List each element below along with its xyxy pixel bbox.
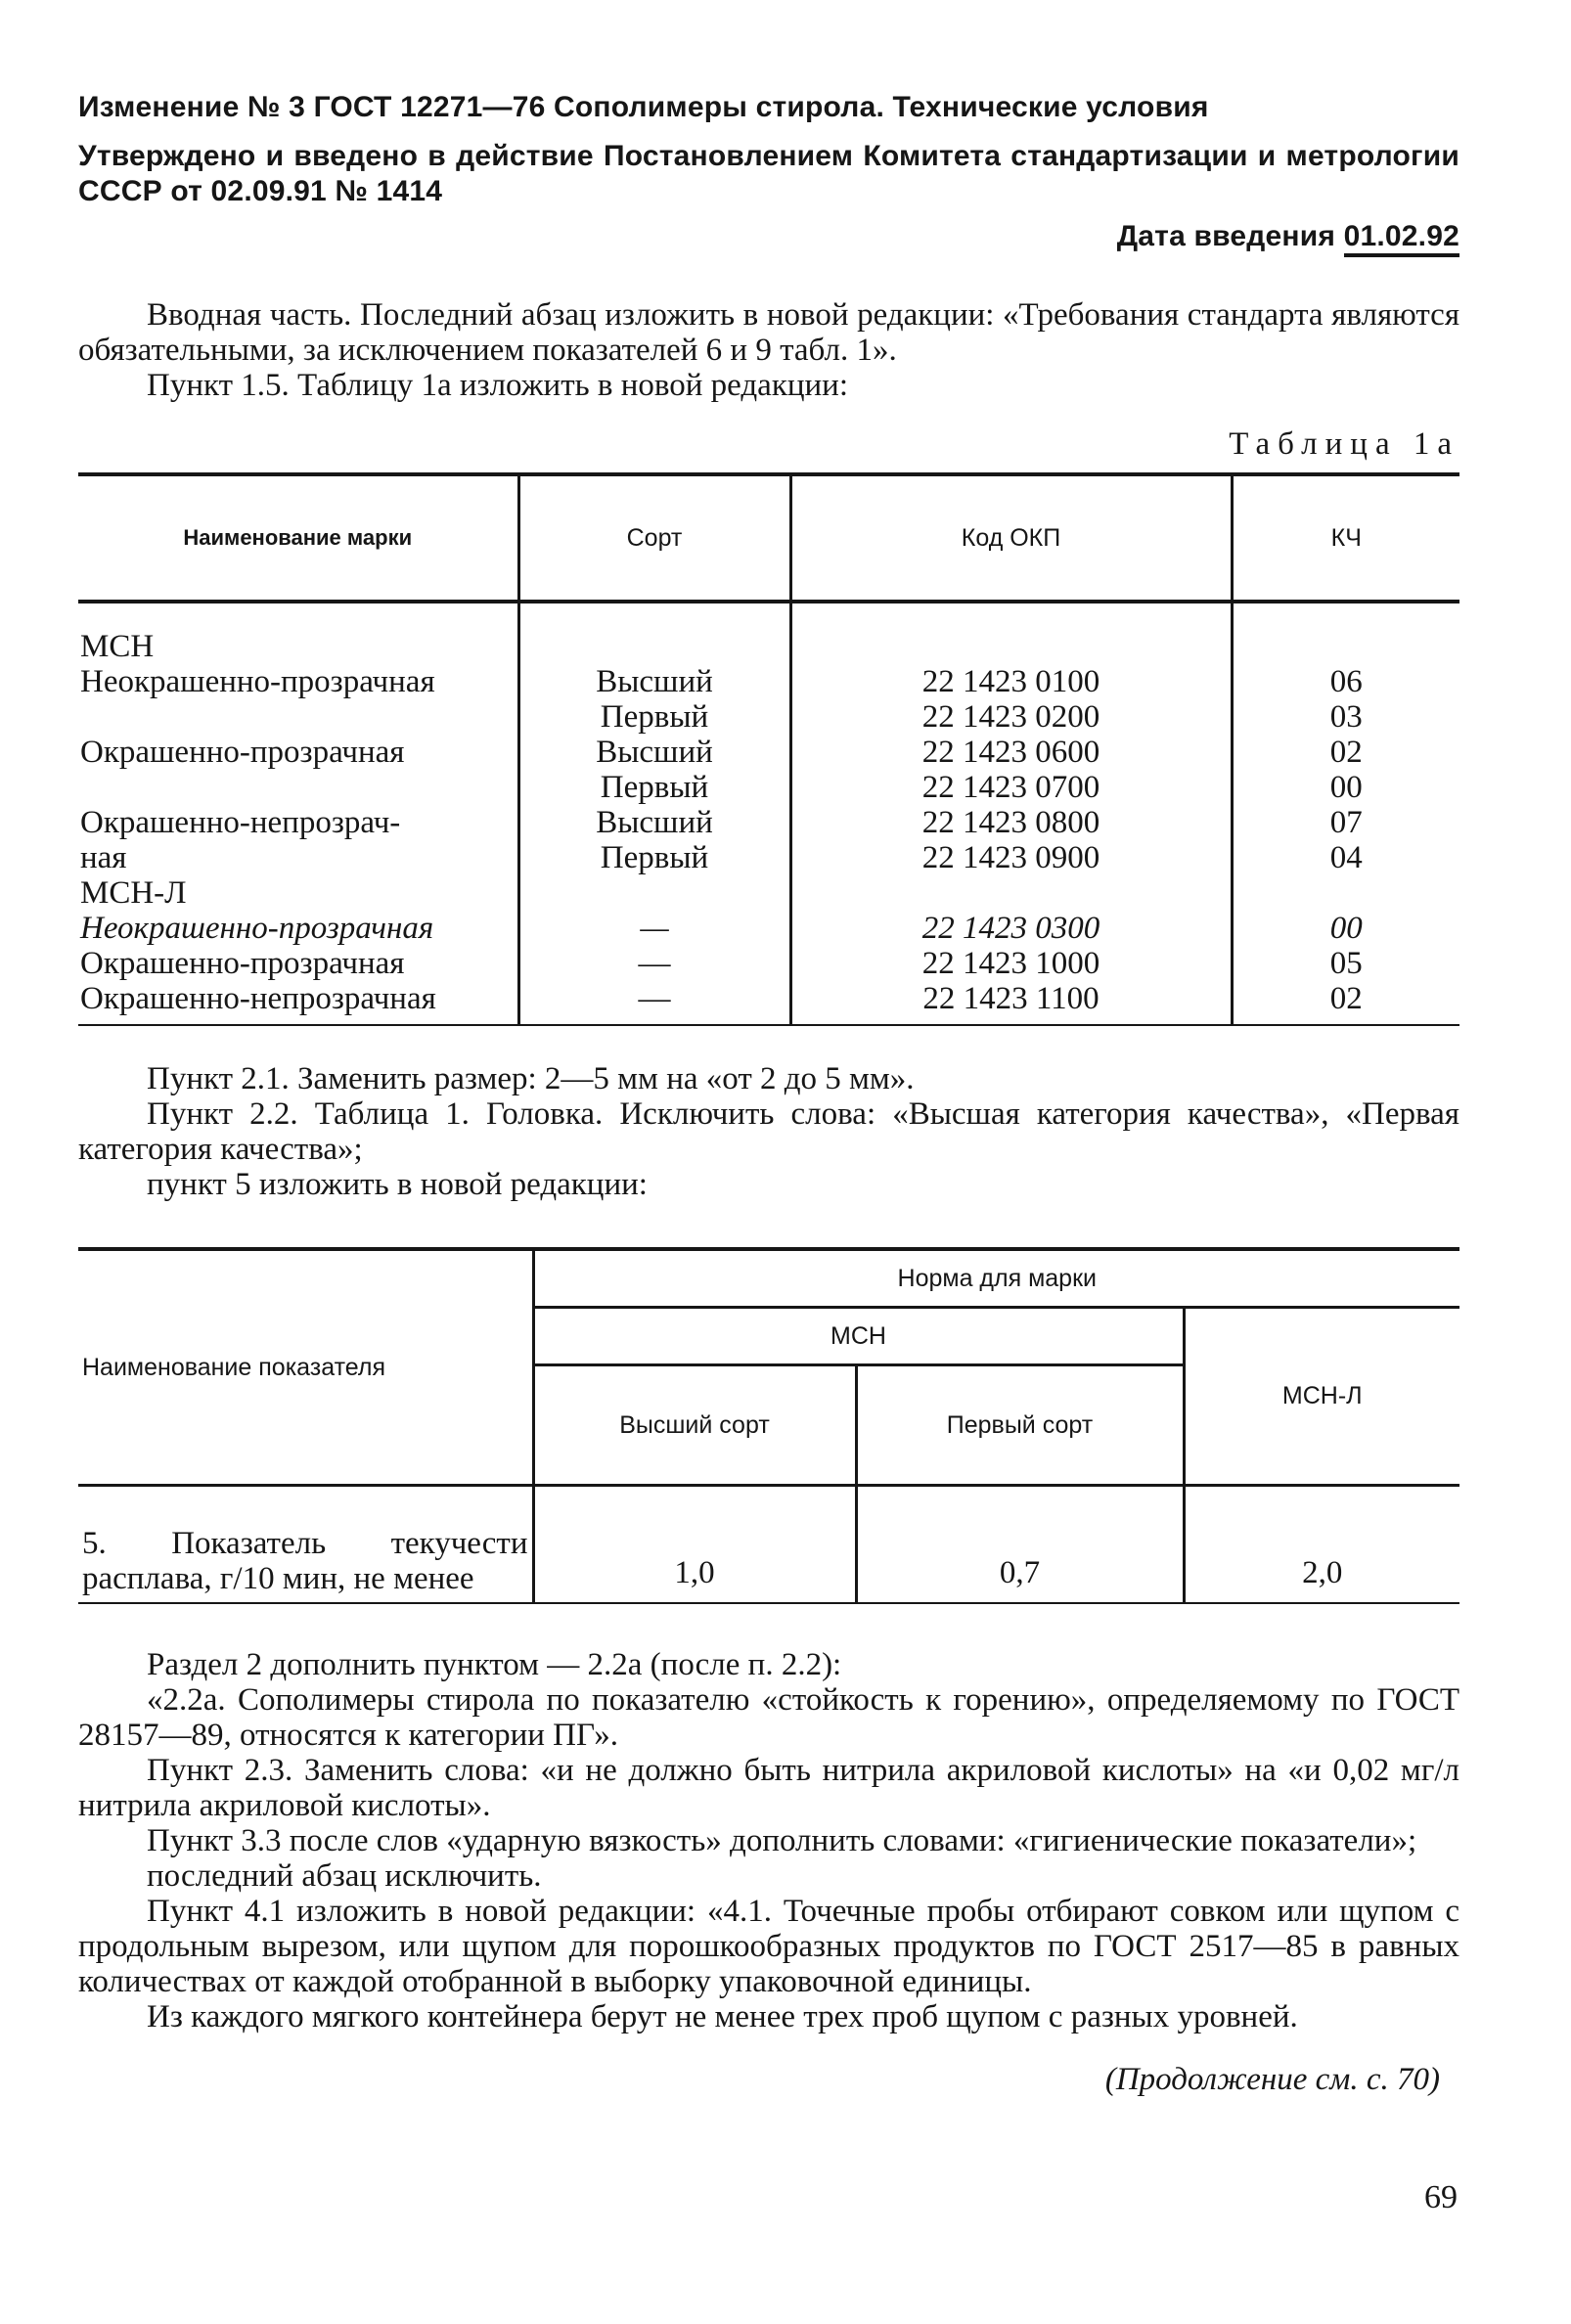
clause-2-2: Пункт 2.2. Таблица 1. Головка. Исключить слова: «Высшая категория качества», «Первая категория качества»; [78,1096,1459,1167]
brand-name-cell [78,770,518,805]
clause-3-3-last-paragraph: последний абзац исключить. [147,1858,542,1894]
grade-cell: Высший [518,805,790,840]
grade-cell: Высший [518,735,790,770]
effective-date [78,219,1459,254]
col-header-kch: КЧ [1232,474,1459,602]
col-header-top-grade: Высший сорт [533,1365,856,1486]
page-number: 69 [1424,2179,1458,2215]
clause-3-3: Пункт 3.3 после слов «ударную вязкость» дополнить словами: «гигиенические показатели»; [147,1823,1417,1858]
kch-cell: 07 [1232,805,1459,840]
approval-statement: Утверждено и введено в действие Постановлением Комитета стандартизации и метрологии СССР от 02.09.91 № 1414 [78,140,1459,207]
grade-cell [518,602,790,664]
grade-cell [518,875,790,911]
kch-cell: 05 [1232,946,1459,981]
table-row [78,664,1459,699]
okp-code-cell: 22 1423 1000 [790,946,1232,981]
value-msn-l: 2,0 [1184,1486,1459,1604]
okp-code-cell: 22 1423 0800 [790,805,1232,840]
brand-name-cell: ная [80,840,127,875]
okp-code-cell: 22 1423 1100 [790,981,1232,1025]
okp-code-cell: 22 1423 0100 [790,664,1232,699]
table-row [78,602,1459,664]
table-row [78,946,1459,981]
brand-name-cell: Окрашенно-непрозрачная [80,981,436,1016]
section-2-addition: Раздел 2 дополнить пунктом — 2.2а (после п. 2.2): [147,1647,842,1682]
brand-name-cell: МСН-Л [80,875,187,911]
table-item-5-header-row-1 [78,1249,1459,1308]
kch-cell: 02 [1232,981,1459,1025]
kch-cell: 04 [1232,840,1459,875]
kch-cell: 00 [1232,770,1459,805]
effective-date-value: 01.02.92 [1344,220,1459,257]
brand-name-cell: Неокрашенно-прозрачная [80,911,434,946]
clause-2-3: Пункт 2.3. Заменить слова: «и не должно быть нитрила акриловой кислоты» на «и 0,02 мг/л нитрила акриловой кислоты». [78,1753,1459,1823]
okp-code-cell: 22 1423 0600 [790,735,1232,770]
kch-cell [1232,602,1459,664]
clause-1-5: Пункт 1.5. Таблицу 1а изложить в новой редакции: [147,368,849,403]
brand-name-cell: Окрашенно-прозрачная [80,735,405,770]
table-item-5 [78,1247,1459,1604]
grade-cell: Первый [518,699,790,735]
kch-cell: 03 [1232,699,1459,735]
brand-name-cell: МСН [80,629,155,664]
brand-name-cell: Окрашенно-непрозрач- [80,805,401,840]
value-first-grade: 0,7 [856,1486,1184,1604]
value-top-grade: 1,0 [533,1486,856,1604]
clause-2-2a: «2.2а. Сополимеры стирола по показателю «стойкость к горению», определяемому по ГОСТ 28157—89, относятся к категории ПГ». [78,1682,1459,1753]
kch-cell: 02 [1232,735,1459,770]
col-header-grade: Сорт [518,474,790,602]
col-header-msn: МСН [533,1308,1184,1365]
col-header-brand-name: Наименование марки [78,474,518,602]
clause-4-1: Пункт 4.1 изложить в новой редакции: «4.1. Точечные пробы отбирают совком или щупом с продольным вырезом, или щупом для порошкообразных продуктов по ГОСТ 2517—85 в равных количествах от каждой отобранной в выборку упаковочной единицы. [78,1894,1459,1999]
okp-code-cell: 22 1423 0200 [790,699,1232,735]
change-title: Изменение № 3 ГОСТ 12271—76 Сополимеры стирола. Технические условия [78,91,1209,123]
okp-code-cell: 22 1423 0300 [790,911,1232,946]
table-1a [78,472,1459,1026]
okp-code-cell: 22 1423 0900 [790,840,1232,875]
col-header-indicator: Наименование показателя [78,1249,533,1486]
okp-code-cell: 22 1423 0700 [790,770,1232,805]
table-row [78,911,1459,946]
table-1a-caption: Таблица 1а [1229,426,1459,462]
indicator-name: 5. Показатель текучести расплава, г/10 мин, не менее [82,1526,528,1596]
table-row [78,699,1459,735]
item-5-instruction: пункт 5 изложить в новой редакции: [147,1167,648,1202]
effective-date-label: Дата введения [1116,220,1336,252]
table-row [78,735,1459,770]
grade-cell: — [518,946,790,981]
table-row [78,840,1459,875]
okp-code-cell [790,875,1232,911]
intro-paragraph: Вводная часть. Последний абзац изложить в новой редакции: «Требования стандарта являются обязательными, за исключением показателей 6 и 9 табл. 1». [78,297,1459,368]
brand-name-cell [78,699,518,735]
grade-cell: — [518,911,790,946]
grade-cell: Первый [518,770,790,805]
continuation-note: (Продолжение см. с. 70) [1104,2062,1440,2097]
soft-container-note: Из каждого мягкого контейнера берут не менее трех проб щупом с разных уровней. [147,1999,1298,2034]
document-header [78,90,1459,254]
table-row [78,770,1459,805]
table-1a-header-row [78,474,1459,602]
grade-cell: — [518,981,790,1025]
grade-cell: Первый [518,840,790,875]
table-row [78,1486,1459,1604]
table-row [78,805,1459,840]
kch-cell [1232,875,1459,911]
document-page [78,90,1459,2098]
col-header-msn-l: МСН-Л [1184,1308,1459,1486]
table-1a-body [78,602,1459,1025]
col-header-norm: Норма для марки [533,1249,1459,1308]
table-row [78,981,1459,1025]
kch-cell: 00 [1232,911,1459,946]
clause-2-1: Пункт 2.1. Заменить размер: 2—5 мм на «от 2 до 5 мм». [147,1061,915,1096]
okp-code-cell [790,602,1232,664]
brand-name-cell: Неокрашенно-прозрачная [80,664,435,699]
col-header-first-grade: Первый сорт [856,1365,1184,1486]
grade-cell: Высший [518,664,790,699]
kch-cell: 06 [1232,664,1459,699]
table-row [78,875,1459,911]
brand-name-cell: Окрашенно-прозрачная [80,946,405,981]
col-header-okp-code: Код ОКП [790,474,1232,602]
